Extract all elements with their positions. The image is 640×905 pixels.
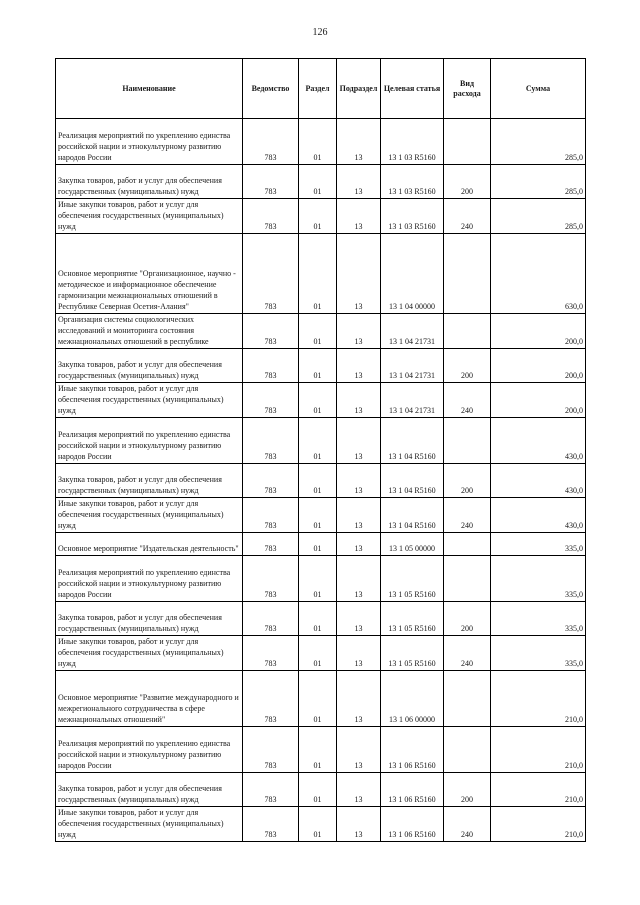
row-subsection: 13 bbox=[337, 671, 381, 727]
row-dept: 783 bbox=[243, 383, 299, 418]
row-subsection: 13 bbox=[337, 773, 381, 807]
row-subsection: 13 bbox=[337, 314, 381, 349]
row-name: Закупка товаров, работ и услуг для обеспечения государственных (муниципальных) нужд bbox=[56, 602, 243, 636]
row-expense-type: 200 bbox=[444, 349, 491, 383]
header-amount: Сумма bbox=[491, 59, 586, 119]
row-expense-type bbox=[444, 671, 491, 727]
row-target: 13 1 05 R5160 bbox=[381, 636, 444, 671]
row-amount: 200,0 bbox=[491, 383, 586, 418]
row-section: 01 bbox=[299, 349, 337, 383]
row-expense-type: 200 bbox=[444, 165, 491, 199]
table-row bbox=[56, 349, 586, 383]
row-expense-type: 200 bbox=[444, 773, 491, 807]
row-section: 01 bbox=[299, 199, 337, 234]
row-subsection: 13 bbox=[337, 199, 381, 234]
row-subsection: 13 bbox=[337, 807, 381, 842]
row-name: Реализация мероприятий по укреплению единства российской нации и этнокультурному развитию народов России bbox=[56, 119, 243, 165]
table-row bbox=[56, 727, 586, 773]
row-name: Иные закупки товаров, работ и услуг для обеспечения государственных (муниципальных) нужд bbox=[56, 498, 243, 533]
table-row bbox=[56, 234, 586, 314]
row-section: 01 bbox=[299, 314, 337, 349]
row-amount: 285,0 bbox=[491, 119, 586, 165]
row-expense-type bbox=[444, 556, 491, 602]
row-amount: 200,0 bbox=[491, 349, 586, 383]
row-expense-type bbox=[444, 314, 491, 349]
row-target: 13 1 04 21731 bbox=[381, 349, 444, 383]
row-target: 13 1 04 R5160 bbox=[381, 418, 444, 464]
row-dept: 783 bbox=[243, 199, 299, 234]
row-subsection: 13 bbox=[337, 349, 381, 383]
table-row bbox=[56, 807, 586, 842]
row-amount: 335,0 bbox=[491, 556, 586, 602]
row-expense-type: 240 bbox=[444, 807, 491, 842]
row-expense-type bbox=[444, 727, 491, 773]
row-section: 01 bbox=[299, 727, 337, 773]
row-target: 13 1 04 21731 bbox=[381, 383, 444, 418]
row-amount: 285,0 bbox=[491, 165, 586, 199]
row-dept: 783 bbox=[243, 418, 299, 464]
row-name: Основное мероприятие "Издательская деятельность" bbox=[56, 533, 243, 556]
table-row bbox=[56, 165, 586, 199]
row-section: 01 bbox=[299, 165, 337, 199]
row-target: 13 1 05 R5160 bbox=[381, 602, 444, 636]
row-amount: 200,0 bbox=[491, 314, 586, 349]
row-amount: 210,0 bbox=[491, 727, 586, 773]
row-dept: 783 bbox=[243, 807, 299, 842]
row-section: 01 bbox=[299, 418, 337, 464]
row-dept: 783 bbox=[243, 234, 299, 314]
row-subsection: 13 bbox=[337, 383, 381, 418]
row-name: Основное мероприятие "Развитие международного и межрегионального сотрудничества в сфере межнациональных отношений" bbox=[56, 671, 243, 727]
row-target: 13 1 04 R5160 bbox=[381, 464, 444, 498]
row-dept: 783 bbox=[243, 349, 299, 383]
row-name: Закупка товаров, работ и услуг для обеспечения государственных (муниципальных) нужд bbox=[56, 165, 243, 199]
row-dept: 783 bbox=[243, 464, 299, 498]
row-expense-type bbox=[444, 234, 491, 314]
row-target: 13 1 03 R5160 bbox=[381, 119, 444, 165]
row-subsection: 13 bbox=[337, 418, 381, 464]
row-name: Реализация мероприятий по укреплению единства российской нации и этнокультурному развитию народов России bbox=[56, 418, 243, 464]
row-target: 13 1 06 R5160 bbox=[381, 727, 444, 773]
table-row bbox=[56, 498, 586, 533]
row-name: Реализация мероприятий по укреплению единства российской нации и этнокультурному развитию народов России bbox=[56, 727, 243, 773]
row-expense-type: 200 bbox=[444, 602, 491, 636]
row-section: 01 bbox=[299, 671, 337, 727]
row-target: 13 1 06 00000 bbox=[381, 671, 444, 727]
row-section: 01 bbox=[299, 498, 337, 533]
table-row bbox=[56, 418, 586, 464]
table-row bbox=[56, 533, 586, 556]
table-row bbox=[56, 314, 586, 349]
row-section: 01 bbox=[299, 773, 337, 807]
table-row bbox=[56, 464, 586, 498]
row-name: Закупка товаров, работ и услуг для обеспечения государственных (муниципальных) нужд bbox=[56, 773, 243, 807]
row-subsection: 13 bbox=[337, 234, 381, 314]
row-dept: 783 bbox=[243, 556, 299, 602]
row-amount: 335,0 bbox=[491, 533, 586, 556]
row-name: Иные закупки товаров, работ и услуг для обеспечения государственных (муниципальных) нужд bbox=[56, 636, 243, 671]
page-number: 126 bbox=[312, 27, 328, 38]
row-section: 01 bbox=[299, 807, 337, 842]
table-row bbox=[56, 556, 586, 602]
row-subsection: 13 bbox=[337, 636, 381, 671]
row-amount: 430,0 bbox=[491, 418, 586, 464]
table-row bbox=[56, 119, 586, 165]
table-row bbox=[56, 671, 586, 727]
row-section: 01 bbox=[299, 533, 337, 556]
table-row bbox=[56, 636, 586, 671]
header-name: Наименование bbox=[56, 59, 243, 119]
table-row bbox=[56, 383, 586, 418]
row-amount: 210,0 bbox=[491, 671, 586, 727]
row-dept: 783 bbox=[243, 314, 299, 349]
row-expense-type: 240 bbox=[444, 636, 491, 671]
row-dept: 783 bbox=[243, 533, 299, 556]
row-subsection: 13 bbox=[337, 602, 381, 636]
row-subsection: 13 bbox=[337, 165, 381, 199]
row-expense-type: 200 bbox=[444, 464, 491, 498]
row-amount: 285,0 bbox=[491, 199, 586, 234]
row-target: 13 1 04 R5160 bbox=[381, 498, 444, 533]
row-subsection: 13 bbox=[337, 498, 381, 533]
row-name: Закупка товаров, работ и услуг для обеспечения государственных (муниципальных) нужд bbox=[56, 349, 243, 383]
row-section: 01 bbox=[299, 556, 337, 602]
row-target: 13 1 06 R5160 bbox=[381, 807, 444, 842]
row-dept: 783 bbox=[243, 498, 299, 533]
budget-table bbox=[55, 58, 586, 842]
header-dept: Ведомство bbox=[243, 59, 299, 119]
row-subsection: 13 bbox=[337, 119, 381, 165]
row-target: 13 1 05 R5160 bbox=[381, 556, 444, 602]
header-section: Раздел bbox=[299, 59, 337, 119]
header-expense-type: Вид расхода bbox=[444, 59, 491, 119]
row-expense-type bbox=[444, 119, 491, 165]
row-name: Закупка товаров, работ и услуг для обеспечения государственных (муниципальных) нужд bbox=[56, 464, 243, 498]
table-row bbox=[56, 199, 586, 234]
row-subsection: 13 bbox=[337, 533, 381, 556]
row-target: 13 1 04 00000 bbox=[381, 234, 444, 314]
row-section: 01 bbox=[299, 119, 337, 165]
table-row bbox=[56, 773, 586, 807]
row-expense-type bbox=[444, 533, 491, 556]
table-body bbox=[56, 119, 586, 842]
row-expense-type: 240 bbox=[444, 498, 491, 533]
row-amount: 430,0 bbox=[491, 498, 586, 533]
header-subsection: Подраздел bbox=[337, 59, 381, 119]
row-target: 13 1 04 21731 bbox=[381, 314, 444, 349]
row-expense-type bbox=[444, 418, 491, 464]
row-dept: 783 bbox=[243, 636, 299, 671]
row-target: 13 1 06 R5160 bbox=[381, 773, 444, 807]
row-dept: 783 bbox=[243, 602, 299, 636]
row-subsection: 13 bbox=[337, 464, 381, 498]
row-section: 01 bbox=[299, 464, 337, 498]
row-dept: 783 bbox=[243, 671, 299, 727]
row-target: 13 1 03 R5160 bbox=[381, 199, 444, 234]
row-name: Иные закупки товаров, работ и услуг для обеспечения государственных (муниципальных) нужд bbox=[56, 383, 243, 418]
row-section: 01 bbox=[299, 602, 337, 636]
row-amount: 335,0 bbox=[491, 636, 586, 671]
row-subsection: 13 bbox=[337, 727, 381, 773]
row-amount: 210,0 bbox=[491, 773, 586, 807]
row-amount: 630,0 bbox=[491, 234, 586, 314]
row-expense-type: 240 bbox=[444, 383, 491, 418]
row-name: Иные закупки товаров, работ и услуг для обеспечения государственных (муниципальных) нужд bbox=[56, 807, 243, 842]
row-amount: 210,0 bbox=[491, 807, 586, 842]
row-target: 13 1 03 R5160 bbox=[381, 165, 444, 199]
row-amount: 430,0 bbox=[491, 464, 586, 498]
row-section: 01 bbox=[299, 234, 337, 314]
row-dept: 783 bbox=[243, 773, 299, 807]
row-dept: 783 bbox=[243, 119, 299, 165]
row-expense-type: 240 bbox=[444, 199, 491, 234]
header-row bbox=[56, 59, 586, 119]
row-section: 01 bbox=[299, 636, 337, 671]
row-name: Основное мероприятие "Организационное, научно - методическое и информационное обеспечение гармонизации межнациональных отношений в Республике Северная Осетия-Алания" bbox=[56, 234, 243, 314]
row-subsection: 13 bbox=[337, 556, 381, 602]
row-section: 01 bbox=[299, 383, 337, 418]
row-amount: 335,0 bbox=[491, 602, 586, 636]
row-name: Иные закупки товаров, работ и услуг для обеспечения государственных (муниципальных) нужд bbox=[56, 199, 243, 234]
row-name: Реализация мероприятий по укреплению единства российской нации и этнокультурному развитию народов России bbox=[56, 556, 243, 602]
row-dept: 783 bbox=[243, 165, 299, 199]
row-name: Организация системы социологических исследований и мониторинга состояния межнациональных отношений в республике bbox=[56, 314, 243, 349]
header-target: Целевая статья bbox=[381, 59, 444, 119]
table-row bbox=[56, 602, 586, 636]
row-dept: 783 bbox=[243, 727, 299, 773]
row-target: 13 1 05 00000 bbox=[381, 533, 444, 556]
